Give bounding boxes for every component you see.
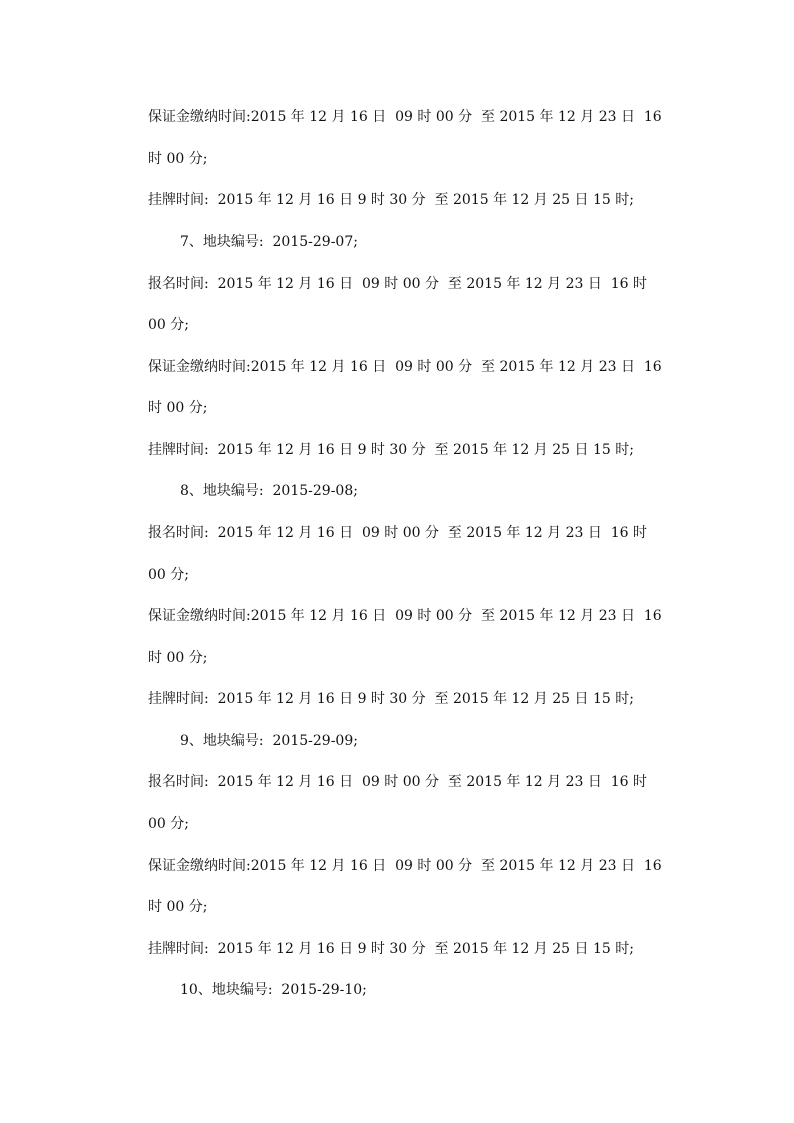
deposit-time-line: 保证金缴纳时间:2015 年 12 月 16 日 09 时 00 分 至 2015 年 12 月 23 日 16 — [148, 109, 662, 125]
deposit-time-line-cont: 时 00 分; — [148, 151, 208, 167]
parcel-number-heading: 10、地块编号: 2015-29-10; — [180, 982, 367, 998]
parcel-number-heading: 8、地块编号: 2015-29-08; — [180, 483, 358, 499]
registration-time-line-cont: 00 分; — [148, 816, 189, 832]
deposit-time-line: 保证金缴纳时间:2015 年 12 月 16 日 09 时 00 分 至 2015 年 12 月 23 日 16 — [148, 359, 662, 375]
deposit-time-line: 保证金缴纳时间:2015 年 12 月 16 日 09 时 00 分 至 2015 年 12 月 23 日 16 — [148, 608, 662, 624]
deposit-time-line-cont: 时 00 分; — [148, 400, 208, 416]
parcel-number-heading: 9、地块编号: 2015-29-09; — [180, 733, 358, 749]
registration-time-line-cont: 00 分; — [148, 317, 189, 333]
listing-time-line: 挂牌时间: 2015 年 12 月 16 日 9 时 30 分 至 2015 年 12 月 25 日 15 时; — [148, 691, 634, 707]
listing-time-line: 挂牌时间: 2015 年 12 月 16 日 9 时 30 分 至 2015 年 12 月 25 日 15 时; — [148, 442, 634, 458]
registration-time-line-cont: 00 分; — [148, 567, 189, 583]
deposit-time-line-cont: 时 00 分; — [148, 899, 208, 915]
deposit-time-line: 保证金缴纳时间:2015 年 12 月 16 日 09 时 00 分 至 2015 年 12 月 23 日 16 — [148, 858, 662, 874]
deposit-time-line-cont: 时 00 分; — [148, 650, 208, 666]
registration-time-line: 报名时间: 2015 年 12 月 16 日 09 时 00 分 至 2015 年 12 月 23 日 16 时 — [148, 276, 648, 292]
parcel-number-heading: 7、地块编号: 2015-29-07; — [180, 234, 358, 250]
registration-time-line: 报名时间: 2015 年 12 月 16 日 09 时 00 分 至 2015 年 12 月 23 日 16 时 — [148, 774, 648, 790]
registration-time-line: 报名时间: 2015 年 12 月 16 日 09 时 00 分 至 2015 年 12 月 23 日 16 时 — [148, 525, 648, 541]
listing-time-line: 挂牌时间: 2015 年 12 月 16 日 9 时 30 分 至 2015 年 12 月 25 日 15 时; — [148, 192, 634, 208]
listing-time-line: 挂牌时间: 2015 年 12 月 16 日 9 时 30 分 至 2015 年 12 月 25 日 15 时; — [148, 941, 634, 957]
